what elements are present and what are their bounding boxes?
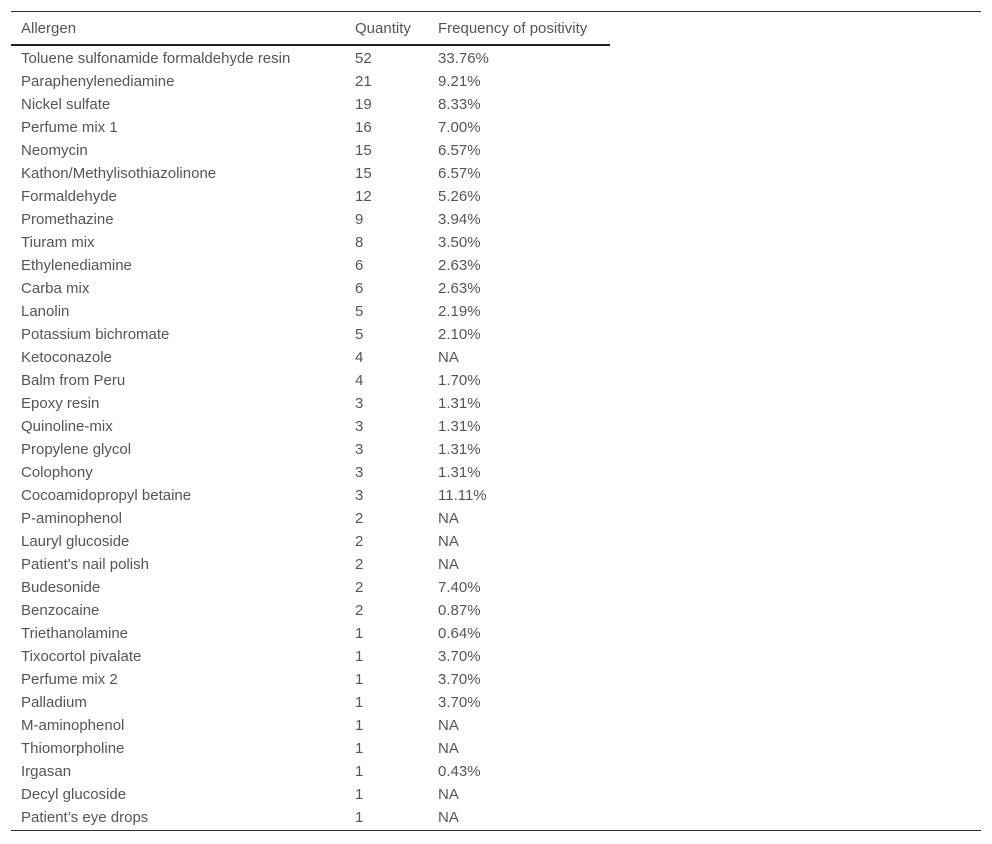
cell-quantity: 5 (355, 303, 364, 320)
cell-allergen: Colophony (21, 464, 93, 481)
table-row (11, 139, 610, 162)
cell-allergen: Benzocaine (21, 602, 100, 619)
cell-frequency: 1.70% (438, 372, 481, 389)
cell-allergen: Decyl glucoside (21, 786, 127, 803)
cell-quantity: 5 (355, 326, 364, 343)
cell-frequency: 3.94% (438, 211, 481, 228)
table-row (11, 254, 610, 277)
cell-allergen: Epoxy resin (21, 395, 100, 412)
cell-frequency: NA (438, 533, 459, 550)
cell-frequency: 2.19% (438, 303, 481, 320)
cell-frequency: NA (438, 556, 459, 573)
cell-frequency: 11.11% (438, 487, 487, 504)
cell-allergen: Ketoconazole (21, 349, 112, 366)
cell-allergen: P-aminophenol (21, 510, 122, 527)
cell-frequency: 3.70% (438, 671, 481, 688)
header-quantity: Quantity (345, 12, 428, 45)
cell-allergen: Quinoline-mix (21, 418, 113, 435)
table-row (11, 438, 610, 461)
cell-allergen: Perfume mix 1 (21, 119, 118, 136)
cell-quantity: 2 (355, 510, 364, 527)
cell-allergen: Potassium bichromate (21, 326, 170, 343)
table-header (11, 12, 610, 45)
cell-frequency: 1.31% (438, 418, 481, 435)
cell-frequency: NA (438, 510, 459, 527)
table-row (11, 70, 610, 93)
cell-quantity: 21 (355, 73, 372, 90)
cell-allergen: Toluene sulfonamide formaldehyde resin (21, 50, 291, 67)
table-row (11, 346, 610, 369)
table-row (11, 369, 610, 392)
table-row (11, 714, 610, 737)
table-row (11, 116, 610, 139)
cell-allergen: Nickel sulfate (21, 96, 111, 113)
cell-frequency: 3.70% (438, 648, 481, 665)
table-row (11, 507, 610, 530)
cell-allergen: Palladium (21, 694, 87, 711)
cell-frequency: 1.31% (438, 395, 481, 412)
cell-frequency: 6.57% (438, 142, 481, 159)
table-row (11, 622, 610, 645)
table-row (11, 484, 610, 507)
cell-frequency: 2.63% (438, 280, 481, 297)
table-row (11, 231, 610, 254)
cell-quantity: 9 (355, 211, 364, 228)
cell-quantity: 1 (355, 763, 364, 780)
table-row (11, 392, 610, 415)
header-frequency: Frequency of positivity (428, 12, 610, 45)
table-body (11, 45, 610, 829)
cell-quantity: 1 (355, 786, 364, 803)
table-row (11, 208, 610, 231)
cell-allergen: Promethazine (21, 211, 114, 228)
cell-quantity: 1 (355, 671, 364, 688)
cell-frequency: 6.57% (438, 165, 481, 182)
cell-frequency: 3.70% (438, 694, 481, 711)
cell-quantity: 3 (355, 487, 364, 504)
cell-allergen: Triethanolamine (21, 625, 128, 642)
table-row (11, 691, 610, 714)
cell-quantity: 1 (355, 740, 364, 757)
table-row (11, 668, 610, 691)
cell-quantity: 3 (355, 418, 364, 435)
cell-quantity: 3 (355, 395, 364, 412)
cell-quantity: 19 (355, 96, 372, 113)
table-row (11, 783, 610, 806)
cell-allergen: Irgasan (21, 763, 72, 780)
cell-frequency: 9.21% (438, 73, 481, 90)
cell-frequency: 0.87% (438, 602, 481, 619)
cell-allergen: Carba mix (21, 280, 90, 297)
cell-allergen: Kathon/Methylisothiazolinone (21, 165, 217, 182)
header-row (11, 12, 610, 45)
cell-allergen: Thiomorpholine (21, 740, 125, 757)
cell-allergen: Lanolin (21, 303, 70, 320)
cell-allergen: Patient's nail polish (21, 556, 149, 573)
table-row (11, 806, 610, 829)
cell-quantity: 6 (355, 257, 364, 274)
table-row (11, 323, 610, 346)
table-row (11, 553, 610, 576)
cell-quantity: 4 (355, 372, 364, 389)
cell-frequency: 3.50% (438, 234, 481, 251)
cell-quantity: 3 (355, 464, 364, 481)
table-row (11, 576, 610, 599)
allergen-table (11, 12, 610, 829)
cell-quantity: 2 (355, 579, 364, 596)
cell-frequency: 7.00% (438, 119, 481, 136)
allergen-table-container (11, 11, 981, 831)
cell-allergen: Neomycin (21, 142, 88, 159)
cell-quantity: 2 (355, 533, 364, 550)
table-row (11, 415, 610, 438)
cell-quantity: 2 (355, 602, 364, 619)
table-row (11, 530, 610, 553)
cell-quantity: 2 (355, 556, 364, 573)
cell-frequency: NA (438, 717, 459, 734)
cell-frequency: 8.33% (438, 96, 481, 113)
table-row (11, 645, 610, 668)
cell-allergen: Lauryl glucoside (21, 533, 130, 550)
cell-allergen: Ethylenediamine (21, 257, 132, 274)
cell-quantity: 1 (355, 625, 364, 642)
cell-quantity: 15 (355, 165, 372, 182)
cell-allergen: M-aminophenol (21, 717, 125, 734)
cell-quantity: 6 (355, 280, 364, 297)
cell-quantity: 4 (355, 349, 364, 366)
cell-frequency: NA (438, 809, 459, 826)
cell-quantity: 1 (355, 694, 364, 711)
table-row (11, 277, 610, 300)
cell-quantity: 52 (355, 50, 372, 67)
table-row (11, 300, 610, 323)
cell-allergen: Tixocortol pivalate (21, 648, 142, 665)
cell-allergen: Budesonide (21, 579, 101, 596)
cell-frequency: 33.76% (438, 50, 489, 67)
cell-frequency: NA (438, 786, 459, 803)
cell-frequency: NA (438, 740, 459, 757)
cell-allergen: Propylene glycol (21, 441, 132, 458)
cell-frequency: 0.43% (438, 763, 481, 780)
cell-frequency: 7.40% (438, 579, 481, 596)
cell-quantity: 12 (355, 188, 372, 205)
cell-frequency: 1.31% (438, 464, 481, 481)
cell-quantity: 1 (355, 809, 364, 826)
cell-quantity: 1 (355, 648, 364, 665)
cell-frequency: 1.31% (438, 441, 481, 458)
table-row (11, 760, 610, 783)
cell-quantity: 1 (355, 717, 364, 734)
cell-quantity: 15 (355, 142, 372, 159)
table-row (11, 737, 610, 760)
cell-frequency: NA (438, 349, 459, 366)
header-allergen: Allergen (11, 12, 345, 45)
cell-allergen: Patient’s eye drops (21, 809, 149, 826)
cell-frequency: 0.64% (438, 625, 481, 642)
cell-allergen: Perfume mix 2 (21, 671, 118, 688)
table-row (11, 45, 610, 70)
cell-allergen: Paraphenylenediamine (21, 73, 175, 90)
cell-allergen: Tiuram mix (21, 234, 95, 251)
cell-allergen: Formaldehyde (21, 188, 117, 205)
table-row (11, 599, 610, 622)
cell-frequency: 2.63% (438, 257, 481, 274)
table-row (11, 185, 610, 208)
table-row (11, 162, 610, 185)
cell-frequency: 2.10% (438, 326, 481, 343)
cell-frequency: 5.26% (438, 188, 481, 205)
cell-quantity: 16 (355, 119, 372, 136)
cell-allergen: Cocoamidopropyl betaine (21, 487, 192, 504)
cell-quantity: 8 (355, 234, 364, 251)
table-row (11, 461, 610, 484)
cell-allergen: Balm from Peru (21, 372, 126, 389)
cell-quantity: 3 (355, 441, 364, 458)
table-row (11, 93, 610, 116)
